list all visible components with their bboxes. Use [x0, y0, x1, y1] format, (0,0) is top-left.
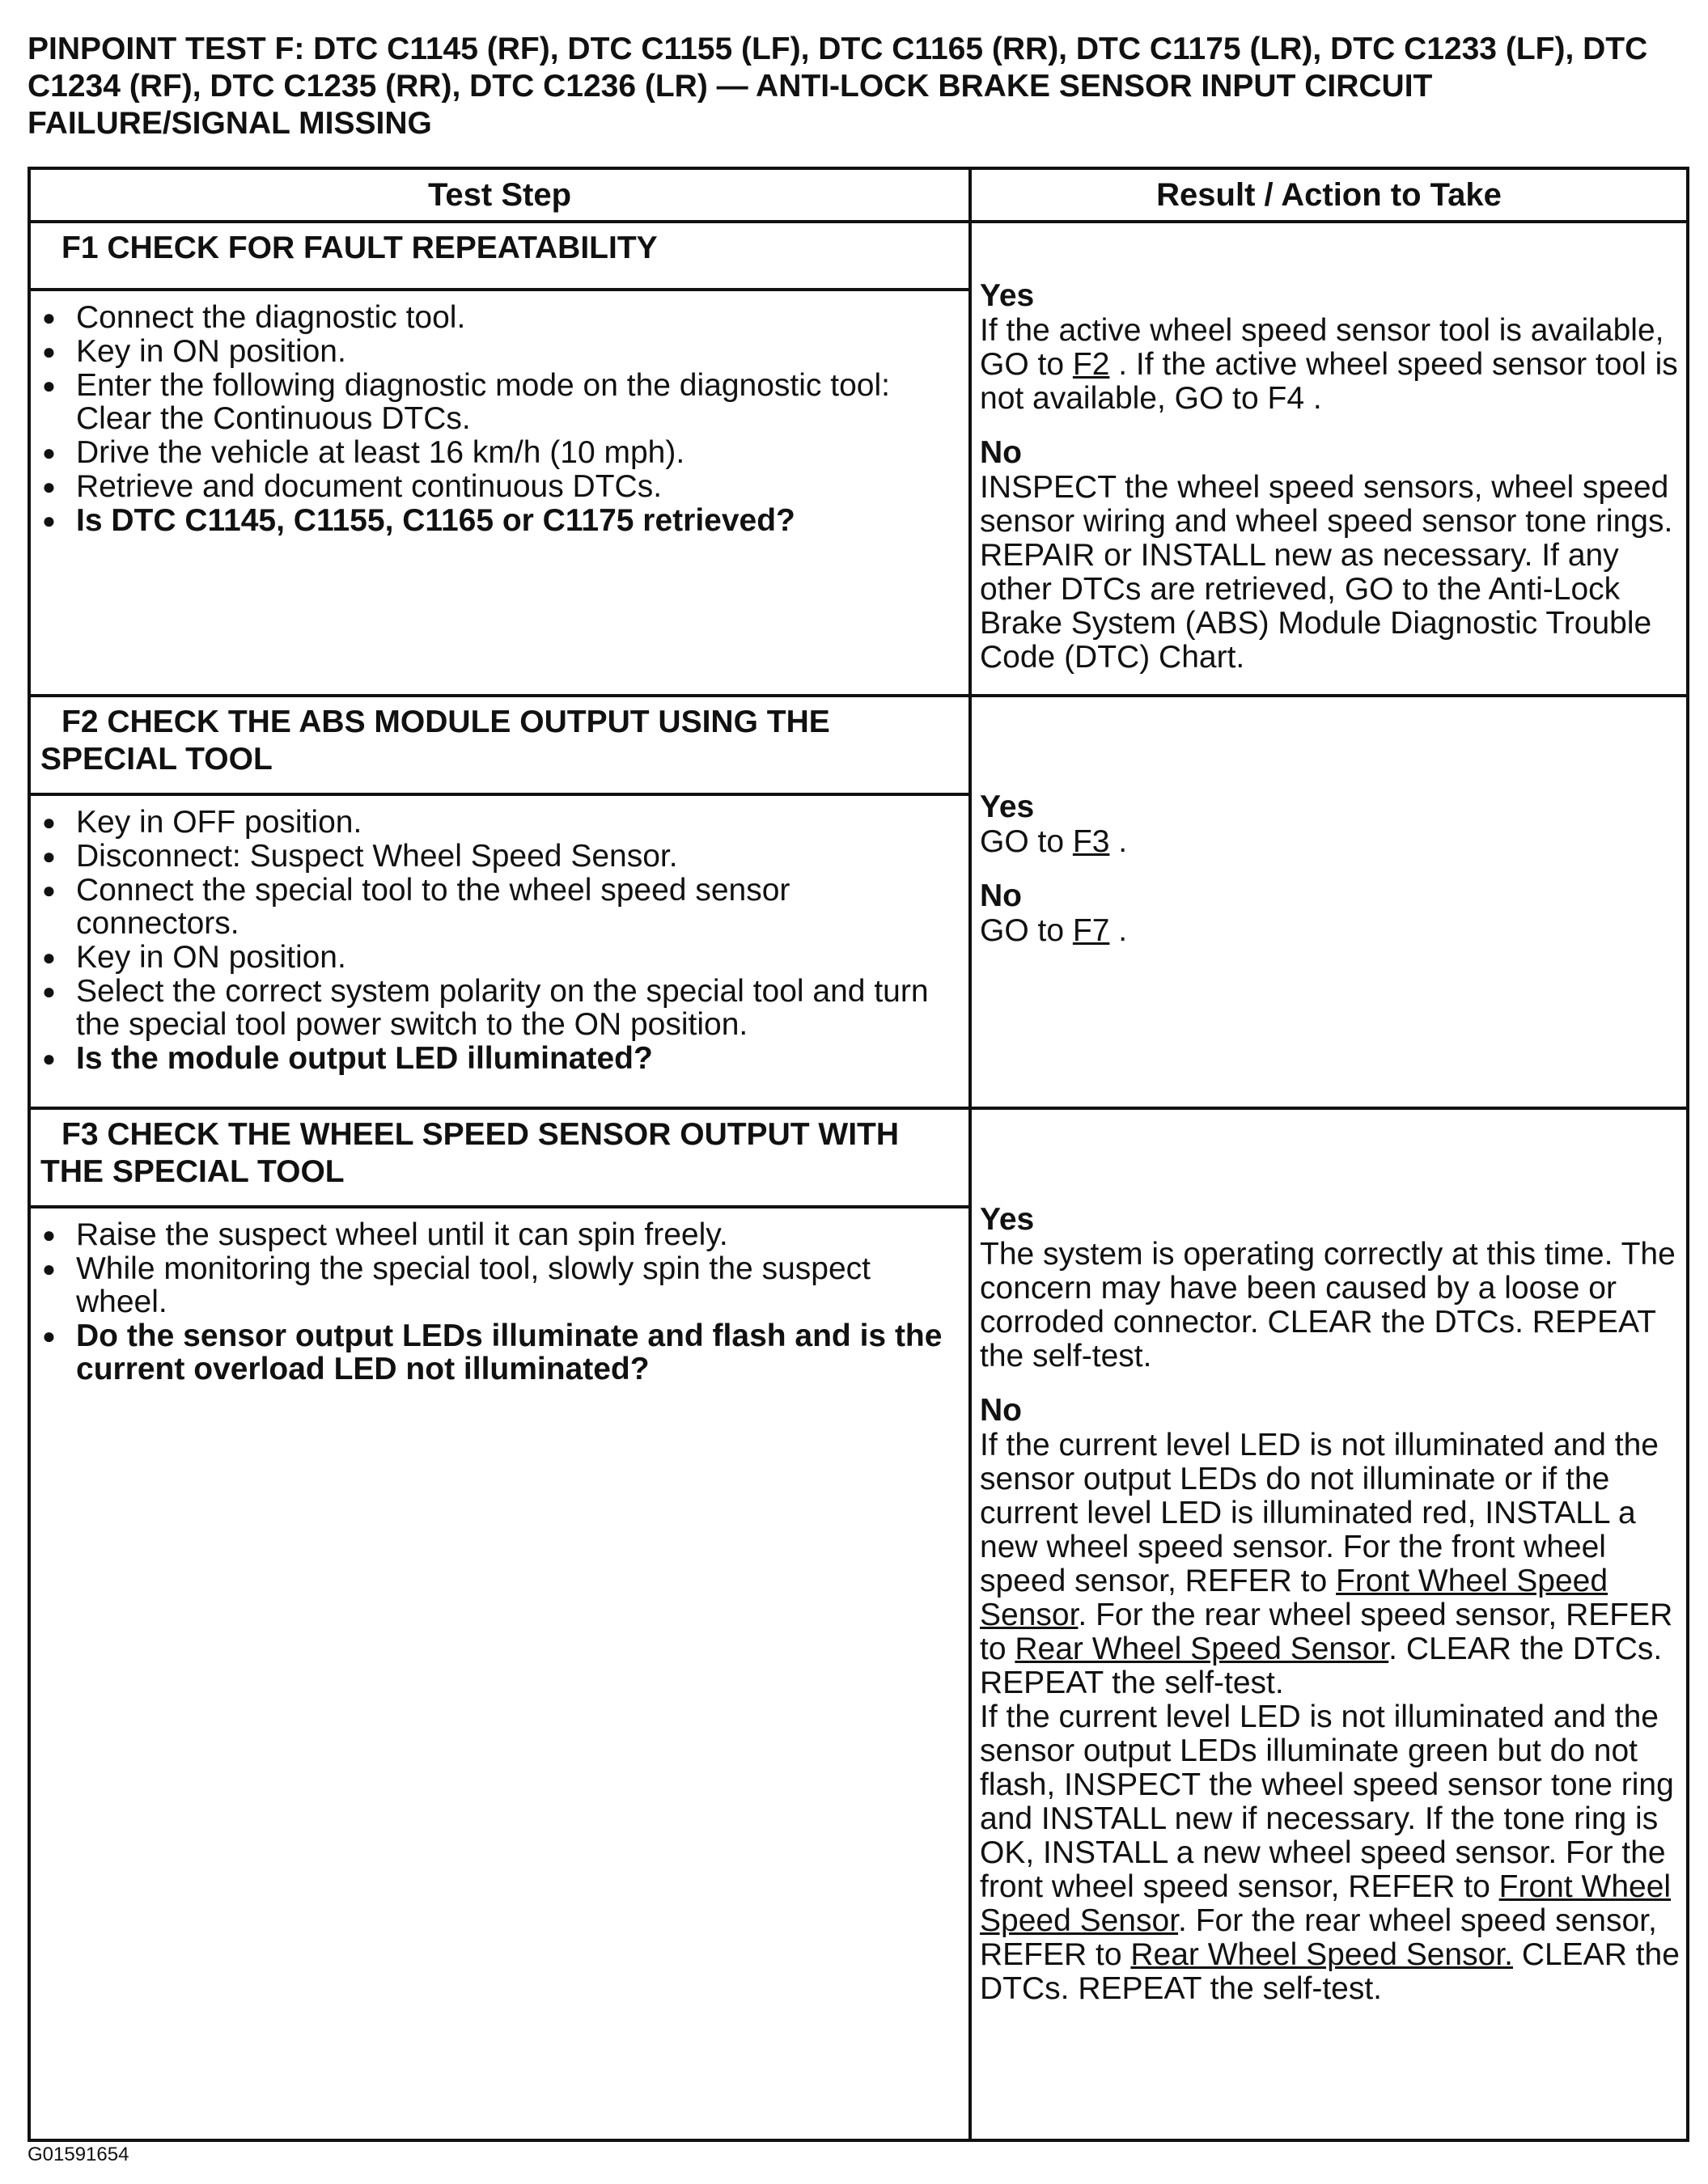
f2-yes-text: [980, 825, 1680, 859]
f3-steps-cell: [29, 1207, 970, 2140]
bullet-icon: ●: [42, 1046, 56, 1071]
step-text: Select the correct system polarity on the special tool and turn the special tool power switch to the ON position.: [76, 974, 929, 1042]
result-action-header: Result / Action to Take: [970, 168, 1688, 222]
f2-title-line1: F2 CHECK THE ABS MODULE OUTPUT USING THE: [61, 705, 830, 739]
list-item-question: [42, 503, 960, 538]
bullet-icon: ●: [42, 878, 56, 903]
step-text: Disconnect: Suspect Wheel Speed Sensor.: [76, 839, 678, 874]
f3-step-list: [31, 1208, 968, 1395]
f3-result: [970, 1108, 1688, 2140]
f3-no-b-pre: If the current level LED is not illuminated and the sensor output LEDs illuminate green but do not flash, INSPECT the wheel speed sensor tone ring and INSTALL new if necessary. If the tone ring is OK, INSTALL a new wheel speed sensor. For the front wheel speed sensor, REFER to: [980, 1699, 1674, 1904]
step-text: Drive the vehicle at least 16 km/h (10 mph).: [76, 435, 685, 470]
step-question: Is the module output LED illuminated?: [76, 1041, 653, 1076]
list-item-question: [42, 1318, 960, 1386]
f1-yes-pre: If the active wheel speed sensor tool is available, GO to: [980, 313, 1664, 382]
step-text: Key in ON position.: [76, 334, 346, 369]
bullet-icon: ●: [42, 810, 56, 835]
f2-no-pre: GO to: [980, 913, 1073, 948]
link-f7[interactable]: F7: [1072, 913, 1110, 948]
f1-step-list: [31, 291, 968, 546]
step-text: Connect the diagnostic tool.: [76, 300, 466, 335]
f3-title-line1: F3 CHECK THE WHEEL SPEED SENSOR OUTPUT WITH: [61, 1117, 900, 1152]
f3-title-line2: THE SPECIAL TOOL: [40, 1154, 345, 1189]
list-item: [42, 974, 960, 1042]
list-item: [42, 1251, 960, 1319]
f3-no-a-pre: If the current level LED is not illuminated and the sensor output LEDs do not illuminate or if the current level LED is illuminated red, INSTALL a new wheel speed sensor. For the front wheel speed sensor, REFER to: [980, 1428, 1659, 1598]
list-item: [42, 1217, 960, 1252]
f2-no-text: [980, 914, 1680, 948]
f1-no-label: No: [980, 435, 1022, 470]
f1-yes-mid: . If the active wheel speed sensor tool is not available, GO to F4 .: [980, 347, 1678, 416]
f2-title-line2: SPECIAL TOOL: [40, 742, 273, 777]
f2-yes-post: .: [1109, 824, 1128, 859]
list-item-question: [42, 1041, 960, 1076]
step-text: Key in OFF position.: [76, 805, 362, 840]
bullet-icon: ●: [42, 440, 56, 465]
bullet-icon: ●: [42, 844, 56, 869]
bullet-icon: ●: [42, 1323, 56, 1348]
page-title: PINPOINT TEST F: DTC C1145 (RF), DTC C1155 (LF), DTC C1165 (RR), DTC C1175 (LR), DTC C1233 (LF), DTC C1234 (RF), DTC C1235 (RR), DTC C1236 (LR) — ANTI-LOCK BRAKE SENSOR INPUT CIRCUIT FAILURE/SIGNAL MISSING: [28, 32, 1648, 141]
link-rear-wheel-speed-sensor[interactable]: Rear Wheel Speed Sensor: [1015, 1632, 1389, 1666]
list-item: [42, 435, 960, 470]
f2-yes-label: Yes: [980, 789, 1035, 824]
f3-title-row: [29, 1108, 1688, 1207]
list-item: [42, 469, 960, 504]
f1-yes-label: Yes: [980, 278, 1035, 313]
link-front-wheel-speed-sensor[interactable]: Front Wheel Speed Sensor: [980, 1869, 1672, 1938]
f2-result: [970, 696, 1688, 1108]
f3-yes-text: The system is operating correctly at this time. The concern may have been caused by a loose or corroded connector. CLEAR the DTCs. REPEAT the self-test.: [980, 1237, 1676, 1373]
step-text: Key in ON position.: [76, 940, 346, 975]
step-text: Raise the suspect wheel until it can spin freely.: [76, 1217, 728, 1252]
step-text: Retrieve and document continuous DTCs.: [76, 469, 663, 504]
f3-no-a-mid: . For the rear wheel speed sensor, REFER to: [980, 1598, 1673, 1666]
list-item: [42, 839, 960, 874]
f1-title-cell: [29, 222, 970, 290]
bullet-icon: ●: [42, 339, 56, 364]
step-question: Do the sensor output LEDs illuminate and flash and is the current overload LED not illuminated?: [76, 1318, 943, 1386]
bullet-icon: ●: [42, 474, 56, 499]
step-text: While monitoring the special tool, slowly spin the suspect wheel.: [76, 1251, 871, 1319]
f1-title-row: [29, 222, 1688, 290]
f2-steps-cell: [29, 794, 970, 1108]
link-front-wheel-speed-sensor[interactable]: Front Wheel Speed Sensor: [980, 1564, 1608, 1632]
bullet-icon: ●: [42, 373, 56, 398]
f1-result: [970, 222, 1688, 696]
bullet-icon: ●: [42, 979, 56, 1004]
f3-no-b-post: CLEAR the DTCs. REPEAT the self-test.: [980, 1937, 1680, 2006]
bullet-icon: ●: [42, 508, 56, 533]
f2-yes-pre: GO to: [980, 824, 1073, 859]
list-item: [42, 873, 960, 941]
f3-no-text-a: [980, 1428, 1680, 1700]
bullet-icon: ●: [42, 305, 56, 330]
f1-title: F1 CHECK FOR FAULT REPEATABILITY: [61, 231, 658, 265]
step-text: Connect the special tool to the wheel speed sensor connectors.: [76, 873, 790, 941]
link-f3[interactable]: F3: [1072, 824, 1110, 859]
list-item: [42, 805, 960, 840]
step-text: Enter the following diagnostic mode on the diagnostic tool: Clear the Continuous DTCs.: [76, 368, 890, 436]
f3-no-b-mid: . For the rear wheel speed sensor, REFER to: [980, 1903, 1657, 1972]
f1-no-text: INSPECT the wheel speed sensors, wheel speed sensor wiring and wheel speed sensor tone rings. REPAIR or INSTALL new as necessary. If any other DTCs are retrieved, GO to the Anti-Lock Brake System (ABS) Module Diagnostic Trouble Code (DTC) Chart.: [980, 470, 1673, 675]
list-item: [42, 368, 960, 436]
f3-title-cell: [29, 1108, 970, 1207]
f3-no-label: No: [980, 1393, 1022, 1428]
list-item: [42, 334, 960, 369]
f3-no-text-b: [980, 1700, 1680, 2006]
header-row: [29, 168, 1688, 222]
bullet-icon: ●: [42, 1256, 56, 1281]
link-f2[interactable]: F2: [1072, 347, 1110, 382]
list-item: [42, 940, 960, 975]
f1-steps-cell: [29, 290, 970, 696]
f3-no-a-post: . CLEAR the DTCs. REPEAT the self-test.: [980, 1632, 1663, 1700]
list-item: [42, 300, 960, 335]
f2-no-label: No: [980, 878, 1022, 913]
f2-title-cell: [29, 696, 970, 794]
f2-no-post: .: [1109, 913, 1128, 948]
link-rear-wheel-speed-sensor[interactable]: Rear Wheel Speed Sensor.: [1130, 1937, 1513, 1972]
bullet-icon: ●: [42, 945, 56, 970]
f2-title-row: [29, 696, 1688, 794]
f3-yes-label: Yes: [980, 1202, 1035, 1237]
f2-step-list: [31, 796, 968, 1084]
pinpoint-test-table: [28, 167, 1689, 2142]
bullet-icon: ●: [42, 1222, 56, 1247]
test-step-header: Test Step: [29, 168, 970, 222]
f1-yes-text: [980, 314, 1680, 416]
figure-code: G01591654: [28, 2144, 129, 2165]
step-question: Is DTC C1145, C1155, C1165 or C1175 retrieved?: [76, 503, 795, 538]
